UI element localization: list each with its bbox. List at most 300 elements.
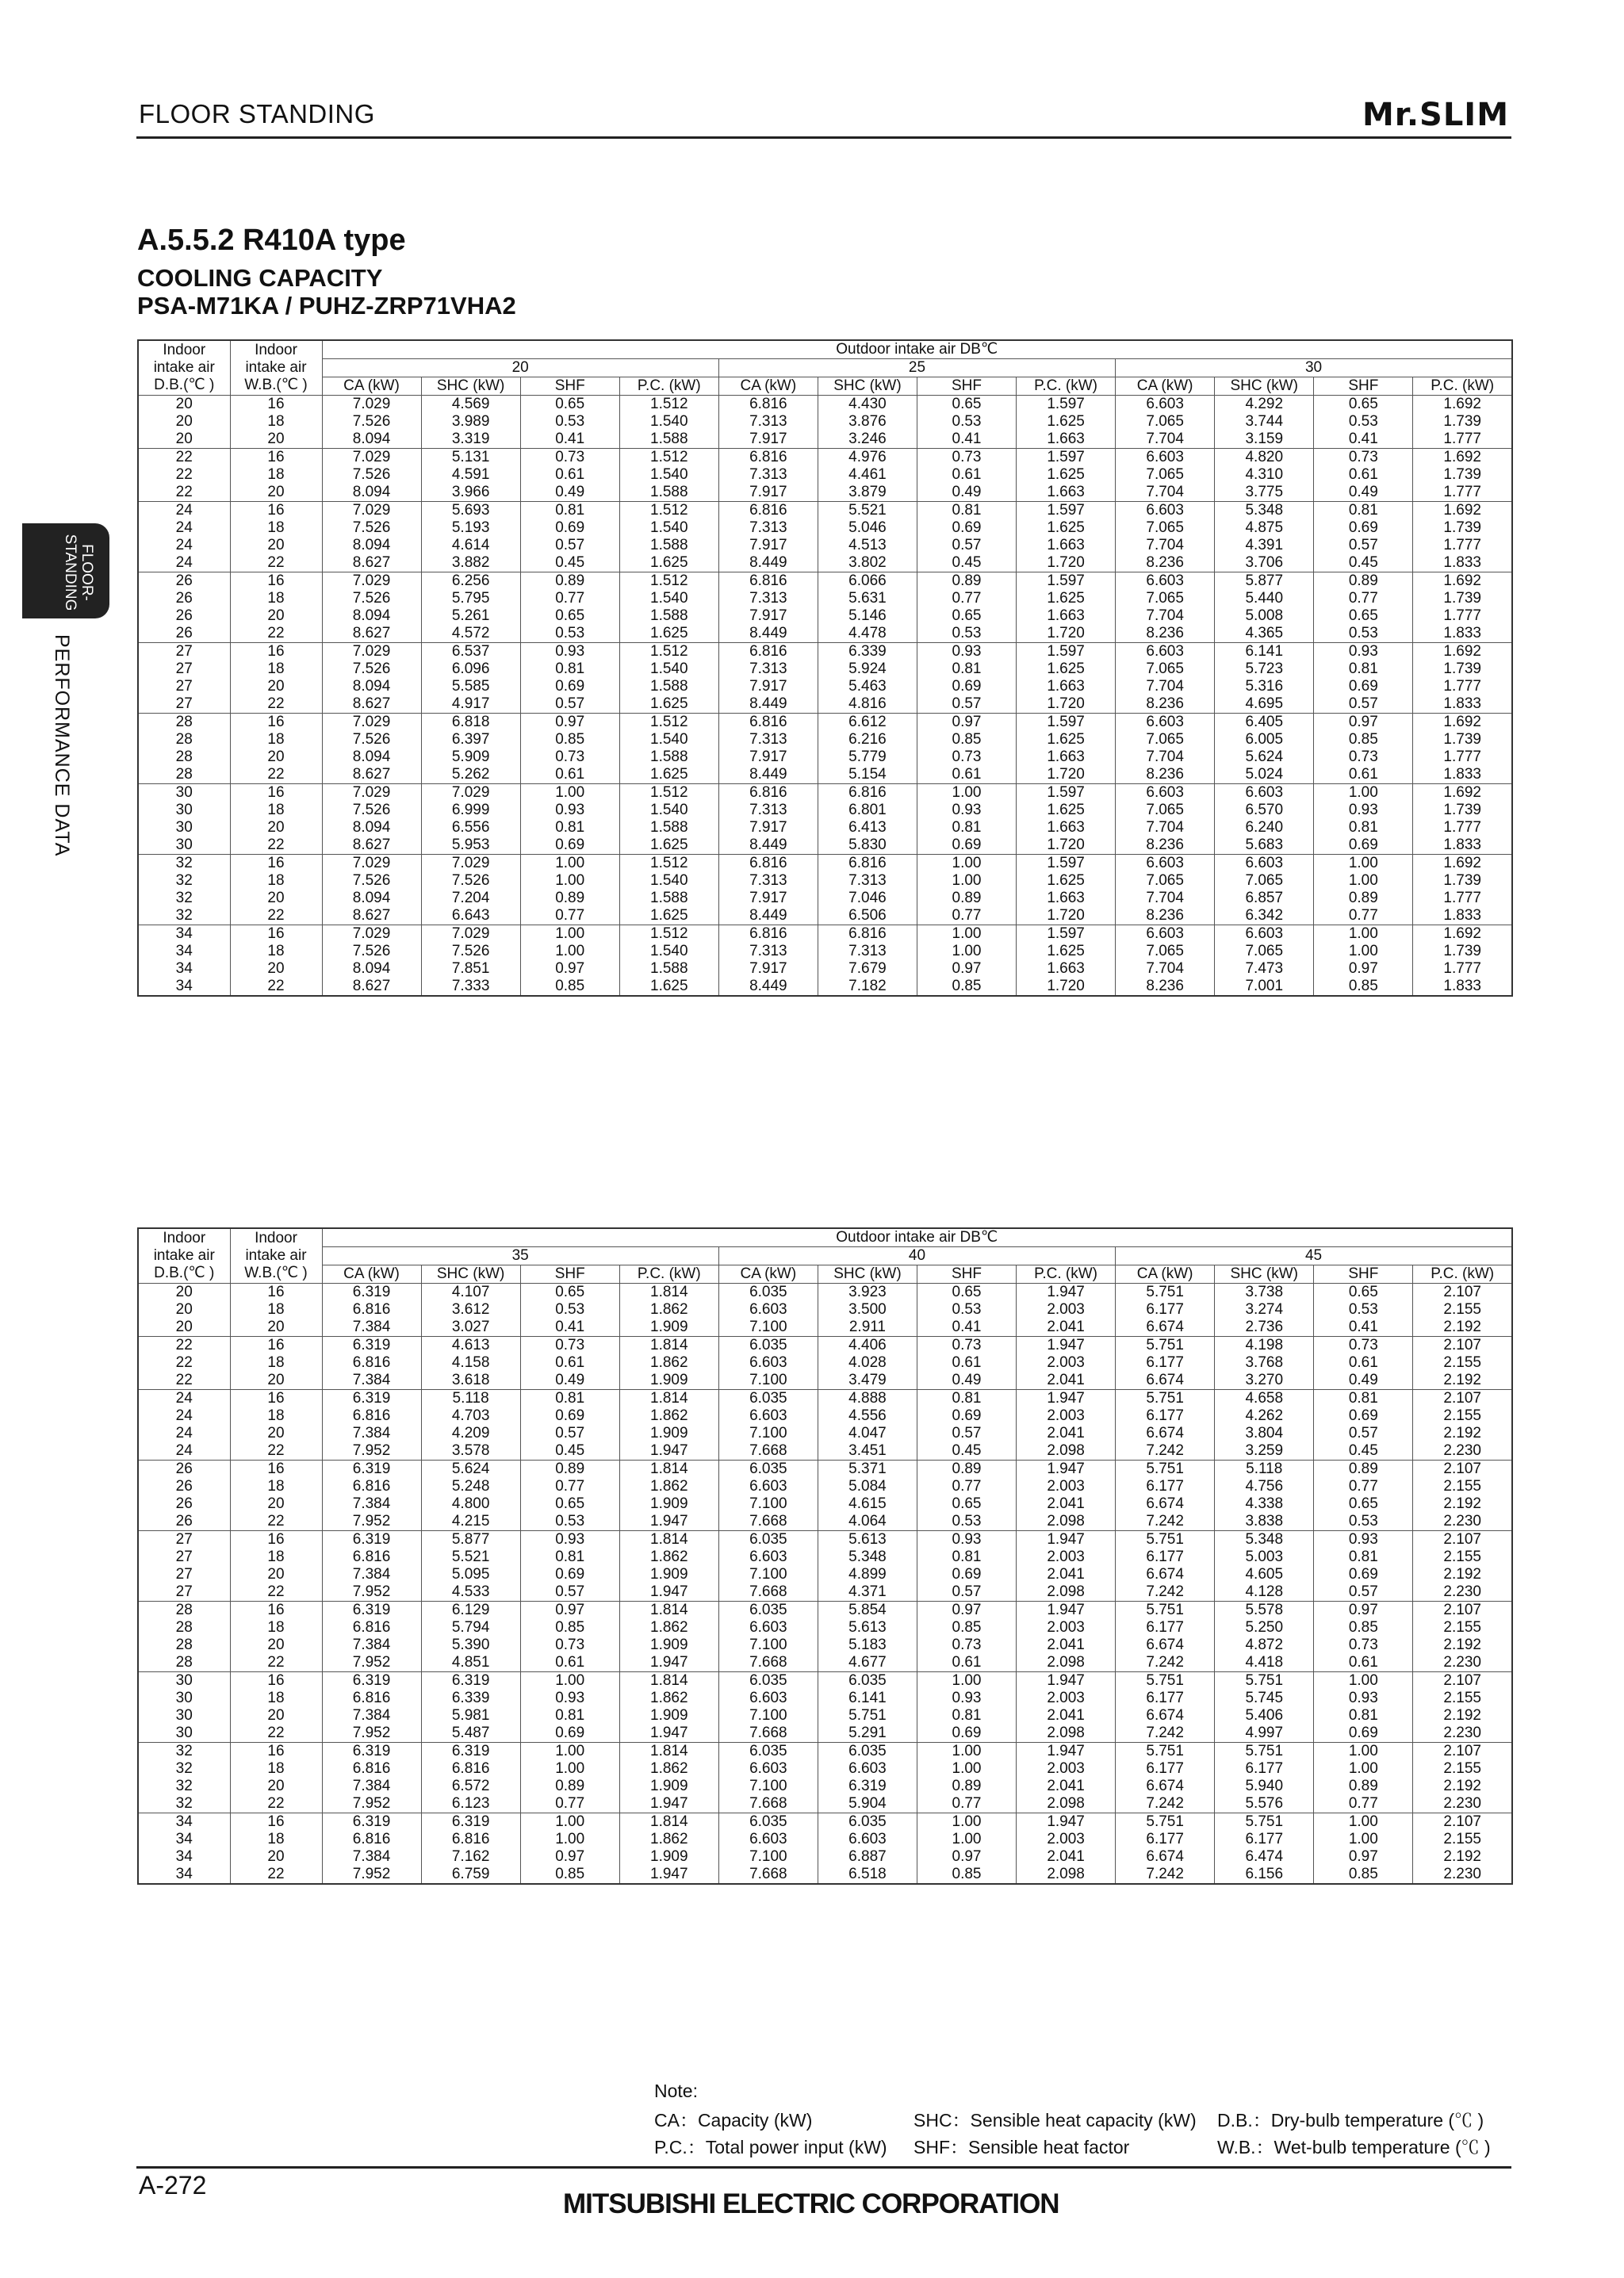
table-cell: 1.540 <box>619 590 718 607</box>
table-cell: 0.77 <box>520 590 619 607</box>
outdoor-temp-header: 25 <box>718 359 1115 377</box>
table-cell: 7.242 <box>1116 1513 1215 1531</box>
table-cell: 0.93 <box>520 802 619 819</box>
table-cell: 8.627 <box>322 695 421 714</box>
table-cell: 0.65 <box>1314 1284 1413 1302</box>
table-cell: 7.029 <box>421 784 520 802</box>
table-cell: 7.065 <box>1215 943 1314 960</box>
table-cell: 7.100 <box>718 1637 818 1654</box>
table-cell: 7.704 <box>1116 960 1215 978</box>
table-cell: 5.008 <box>1215 607 1314 625</box>
table-cell: 5.751 <box>1215 1672 1314 1690</box>
table-cell: 6.413 <box>818 819 917 837</box>
table-cell: 6.156 <box>1215 1866 1314 1884</box>
table-cell: 7.668 <box>718 1866 818 1884</box>
table-cell: 6.674 <box>1116 1319 1215 1337</box>
table-cell: 1.862 <box>619 1301 718 1319</box>
table-cell: 7.242 <box>1116 1795 1215 1813</box>
table-cell: 7.100 <box>718 1707 818 1725</box>
table-cell: 8.449 <box>718 837 818 855</box>
table-cell: 7.384 <box>322 1778 421 1795</box>
indoor-db-header <box>138 340 230 396</box>
table-cell: 6.474 <box>1215 1848 1314 1866</box>
table-cell: 2.192 <box>1413 1495 1512 1513</box>
table-cell: 7.704 <box>1116 484 1215 502</box>
table-cell: 0.73 <box>917 748 1016 766</box>
table-cell: 7.952 <box>322 1654 421 1672</box>
table-cell: 16 <box>230 572 322 591</box>
table-cell: 1.512 <box>619 643 718 661</box>
table-cell: 0.85 <box>917 731 1016 748</box>
table-cell: 1.512 <box>619 784 718 802</box>
table-row <box>138 1848 1512 1866</box>
table-cell: 1.512 <box>619 925 718 944</box>
table-cell: 5.154 <box>818 766 917 784</box>
table-cell: 16 <box>230 1743 322 1761</box>
table-cell: 28 <box>138 731 230 748</box>
table-cell: 0.57 <box>520 537 619 554</box>
table-cell: 0.49 <box>917 1372 1016 1390</box>
column-header: SHF <box>917 1265 1016 1284</box>
table-cell: 0.85 <box>1314 731 1413 748</box>
table-cell: 0.81 <box>917 502 1016 520</box>
table-cell: 6.035 <box>818 1743 917 1761</box>
table-cell: 7.001 <box>1215 978 1314 996</box>
table-cell: 1.909 <box>619 1372 718 1390</box>
table-cell: 5.118 <box>421 1390 520 1408</box>
table-cell: 0.73 <box>520 449 619 467</box>
table-cell: 6.319 <box>322 1672 421 1690</box>
table-cell: 0.69 <box>520 1725 619 1743</box>
table-cell: 1.692 <box>1413 502 1512 520</box>
table-cell: 7.065 <box>1116 466 1215 484</box>
table-cell: 5.751 <box>1116 1337 1215 1355</box>
table-cell: 6.177 <box>1116 1407 1215 1425</box>
table-cell: 0.69 <box>917 837 1016 855</box>
table-cell: 2.003 <box>1017 1549 1116 1566</box>
table-cell: 0.69 <box>520 1566 619 1583</box>
table-cell: 0.65 <box>917 1284 1016 1302</box>
table-cell: 5.316 <box>1215 678 1314 695</box>
table-cell: 4.292 <box>1215 396 1314 414</box>
table-cell: 2.230 <box>1413 1442 1512 1461</box>
table-cell: 3.876 <box>818 413 917 431</box>
table-cell: 1.777 <box>1413 819 1512 837</box>
table-cell: 7.952 <box>322 1583 421 1602</box>
table-cell: 4.064 <box>818 1513 917 1531</box>
table-cell: 24 <box>138 554 230 572</box>
table-cell: 18 <box>230 660 322 678</box>
table-cell: 16 <box>230 855 322 873</box>
table-cell: 2.041 <box>1017 1637 1116 1654</box>
table-cell: 0.97 <box>520 1848 619 1866</box>
table-cell: 5.024 <box>1215 766 1314 784</box>
table-cell: 26 <box>138 590 230 607</box>
table-row <box>138 943 1512 960</box>
table-row <box>138 1407 1512 1425</box>
table-cell: 6.572 <box>421 1778 520 1795</box>
table-cell: 1.862 <box>619 1619 718 1637</box>
note-wb: W.B.：Wet-bulb temperature (℃ ) <box>1217 2137 1491 2157</box>
table-cell: 16 <box>230 1284 322 1302</box>
table-cell: 2.041 <box>1017 1566 1116 1583</box>
table-cell: 6.816 <box>718 449 818 467</box>
table-cell: 7.704 <box>1116 748 1215 766</box>
table-cell: 16 <box>230 1337 322 1355</box>
column-header: P.C. (kW) <box>619 1265 718 1284</box>
table-cell: 8.627 <box>322 625 421 643</box>
table-cell: 30 <box>138 802 230 819</box>
table-row <box>138 1637 1512 1654</box>
table-cell: 2.155 <box>1413 1354 1512 1372</box>
outdoor-temp-header: 40 <box>718 1247 1115 1265</box>
table-cell: 0.89 <box>1314 890 1413 907</box>
table-cell: 6.177 <box>1116 1760 1215 1778</box>
table-cell: 0.77 <box>520 907 619 925</box>
table-cell: 7.065 <box>1116 802 1215 819</box>
table-row <box>138 572 1512 591</box>
table-cell: 0.73 <box>917 1637 1016 1654</box>
column-header: P.C. (kW) <box>1413 1265 1512 1284</box>
table-cell: 18 <box>230 519 322 537</box>
table-cell: 7.242 <box>1116 1442 1215 1461</box>
table-cell: 0.65 <box>520 607 619 625</box>
table-cell: 0.81 <box>520 819 619 837</box>
table-cell: 0.57 <box>917 1425 1016 1442</box>
table-cell: 20 <box>230 1637 322 1654</box>
table-cell: 7.313 <box>818 872 917 890</box>
table-cell: 4.800 <box>421 1495 520 1513</box>
table-cell: 0.97 <box>1314 1848 1413 1866</box>
table-cell: 2.155 <box>1413 1619 1512 1637</box>
table-cell: 0.81 <box>1314 819 1413 837</box>
table-cell: 0.69 <box>917 1407 1016 1425</box>
table-cell: 0.57 <box>520 1583 619 1602</box>
table-cell: 0.97 <box>520 714 619 732</box>
table-cell: 1.833 <box>1413 554 1512 572</box>
table-cell: 1.663 <box>1017 431 1116 449</box>
table-cell: 0.41 <box>1314 431 1413 449</box>
table-cell: 6.177 <box>1215 1831 1314 1848</box>
table-cell: 8.627 <box>322 837 421 855</box>
table-cell: 0.81 <box>1314 1390 1413 1408</box>
table-row <box>138 784 1512 802</box>
table-row <box>138 907 1512 925</box>
table-cell: 7.917 <box>718 748 818 766</box>
header-line: intake air <box>245 359 307 376</box>
outdoor-temp-header: 35 <box>322 1247 718 1265</box>
table-cell: 30 <box>138 1690 230 1707</box>
table-cell: 20 <box>138 1319 230 1337</box>
table-cell: 1.947 <box>619 1513 718 1531</box>
column-header: SHC (kW) <box>1215 377 1314 396</box>
table-cell: 6.066 <box>818 572 917 591</box>
table-row <box>138 1301 1512 1319</box>
table-cell: 16 <box>230 1461 322 1479</box>
table-cell: 6.603 <box>1116 643 1215 661</box>
table-cell: 6.603 <box>818 1760 917 1778</box>
table-cell: 3.923 <box>818 1284 917 1302</box>
table-cell: 7.704 <box>1116 431 1215 449</box>
table-cell: 5.751 <box>1116 1743 1215 1761</box>
table-cell: 0.61 <box>917 1354 1016 1372</box>
table-cell: 7.952 <box>322 1513 421 1531</box>
table-cell: 0.69 <box>520 837 619 855</box>
table-cell: 18 <box>230 1619 322 1637</box>
table-cell: 4.338 <box>1215 1495 1314 1513</box>
table-cell: 1.625 <box>1017 413 1116 431</box>
table-cell: 6.816 <box>718 643 818 661</box>
table-cell: 6.141 <box>1215 643 1314 661</box>
table-cell: 0.65 <box>1314 607 1413 625</box>
table-cell: 20 <box>230 1495 322 1513</box>
table-cell: 0.53 <box>917 625 1016 643</box>
table-cell: 7.952 <box>322 1795 421 1813</box>
table-cell: 0.77 <box>520 1795 619 1813</box>
table-cell: 7.313 <box>718 466 818 484</box>
table-cell: 8.236 <box>1116 837 1215 855</box>
table-cell: 6.816 <box>322 1549 421 1566</box>
table-cell: 0.45 <box>520 1442 619 1461</box>
table-row <box>138 1831 1512 1848</box>
table-cell: 6.035 <box>718 1461 818 1479</box>
table-cell: 0.93 <box>520 1531 619 1549</box>
table-cell: 20 <box>230 1425 322 1442</box>
note-shf: SHF：Sensible heat factor <box>914 2137 1130 2157</box>
table-row <box>138 1478 1512 1495</box>
table-cell: 6.035 <box>718 1337 818 1355</box>
table-cell: 22 <box>230 625 322 643</box>
table-cell: 0.69 <box>917 1725 1016 1743</box>
table-cell: 5.854 <box>818 1602 917 1620</box>
table-cell: 1.597 <box>1017 643 1116 661</box>
table-cell: 7.204 <box>421 890 520 907</box>
table-cell: 22 <box>230 1513 322 1531</box>
table-cell: 6.603 <box>718 1478 818 1495</box>
table-cell: 7.526 <box>322 943 421 960</box>
table-cell: 4.695 <box>1215 695 1314 714</box>
table-cell: 6.141 <box>818 1690 917 1707</box>
table-cell: 5.248 <box>421 1478 520 1495</box>
table-cell: 2.230 <box>1413 1795 1512 1813</box>
table-cell: 6.177 <box>1215 1760 1314 1778</box>
table-cell: 18 <box>230 1354 322 1372</box>
table-cell: 6.177 <box>1116 1619 1215 1637</box>
table-cell: 0.81 <box>520 502 619 520</box>
table-cell: 0.85 <box>520 1866 619 1884</box>
table-cell: 1.00 <box>520 1743 619 1761</box>
table-cell: 6.816 <box>322 1619 421 1637</box>
table-cell: 0.81 <box>1314 1549 1413 1566</box>
table-cell: 0.57 <box>1314 537 1413 554</box>
table-cell: 1.663 <box>1017 537 1116 554</box>
table-cell: 0.77 <box>1314 590 1413 607</box>
table-cell: 1.597 <box>1017 855 1116 873</box>
column-header: P.C. (kW) <box>1017 377 1116 396</box>
table-cell: 7.029 <box>322 784 421 802</box>
table-cell: 0.69 <box>1314 1566 1413 1583</box>
table-cell: 2.107 <box>1413 1672 1512 1690</box>
table-cell: 4.209 <box>421 1425 520 1442</box>
table-cell: 1.588 <box>619 748 718 766</box>
table-cell: 2.003 <box>1017 1760 1116 1778</box>
table-cell: 7.313 <box>718 413 818 431</box>
table-cell: 0.77 <box>917 1478 1016 1495</box>
table-cell: 1.00 <box>520 872 619 890</box>
table-cell: 1.909 <box>619 1425 718 1442</box>
table-cell: 6.674 <box>1116 1372 1215 1390</box>
table-cell: 20 <box>230 1372 322 1390</box>
table-cell: 0.77 <box>917 907 1016 925</box>
table-cell: 22 <box>138 449 230 467</box>
table-cell: 0.97 <box>520 1602 619 1620</box>
table-cell: 20 <box>138 1301 230 1319</box>
table-cell: 7.065 <box>1116 413 1215 431</box>
table-cell: 4.917 <box>421 695 520 714</box>
table-cell: 0.77 <box>520 1478 619 1495</box>
table-cell: 34 <box>138 960 230 978</box>
table-cell: 0.81 <box>917 1390 1016 1408</box>
table-cell: 1.00 <box>917 925 1016 944</box>
table-cell: 7.917 <box>718 890 818 907</box>
table-cell: 5.751 <box>1116 1390 1215 1408</box>
table-cell: 1.625 <box>1017 943 1116 960</box>
table-cell: 0.81 <box>520 660 619 678</box>
table-row <box>138 607 1512 625</box>
table-cell: 6.816 <box>322 1690 421 1707</box>
table-cell: 4.128 <box>1215 1583 1314 1602</box>
table-cell: 6.035 <box>718 1672 818 1690</box>
column-header: SHF <box>1314 1265 1413 1284</box>
table-cell: 1.00 <box>917 1743 1016 1761</box>
table-cell: 8.236 <box>1116 625 1215 643</box>
table-row <box>138 643 1512 661</box>
table-cell: 0.57 <box>1314 1583 1413 1602</box>
table-cell: 6.674 <box>1116 1425 1215 1442</box>
table-cell: 30 <box>138 1707 230 1725</box>
table-cell: 6.035 <box>718 1390 818 1408</box>
table-cell: 1.814 <box>619 1813 718 1832</box>
table-cell: 4.430 <box>818 396 917 414</box>
table-cell: 5.904 <box>818 1795 917 1813</box>
table-cell: 7.313 <box>718 872 818 890</box>
table-cell: 7.526 <box>322 519 421 537</box>
table-cell: 1.588 <box>619 960 718 978</box>
table-cell: 8.094 <box>322 537 421 554</box>
table-cell: 0.69 <box>520 519 619 537</box>
table-cell: 2.107 <box>1413 1284 1512 1302</box>
table-cell: 5.909 <box>421 748 520 766</box>
table-cell: 6.319 <box>322 1461 421 1479</box>
table-cell: 7.917 <box>718 484 818 502</box>
section-subtitle: COOLING CAPACITY <box>137 264 383 292</box>
table-cell: 0.61 <box>1314 1354 1413 1372</box>
table-cell: 18 <box>230 1301 322 1319</box>
table-cell: 4.872 <box>1215 1637 1314 1654</box>
table-cell: 3.259 <box>1215 1442 1314 1461</box>
table-cell: 0.77 <box>917 1795 1016 1813</box>
table-cell: 7.917 <box>718 607 818 625</box>
table-cell: 1.00 <box>520 855 619 873</box>
table-cell: 6.035 <box>718 1602 818 1620</box>
table-cell: 2.911 <box>818 1319 917 1337</box>
table-cell: 0.61 <box>917 466 1016 484</box>
table-cell: 20 <box>230 748 322 766</box>
header-line: intake air <box>153 359 215 376</box>
table-cell: 1.909 <box>619 1778 718 1795</box>
table-cell: 0.81 <box>917 1549 1016 1566</box>
table-cell: 1.833 <box>1413 695 1512 714</box>
table-cell: 27 <box>138 1549 230 1566</box>
table-cell: 3.744 <box>1215 413 1314 431</box>
table-cell: 16 <box>230 1813 322 1832</box>
table-cell: 6.816 <box>718 502 818 520</box>
table-cell: 16 <box>230 714 322 732</box>
table-row <box>138 837 1512 855</box>
table-cell: 6.603 <box>1116 925 1215 944</box>
table-cell: 6.603 <box>818 1831 917 1848</box>
table-cell: 7.668 <box>718 1654 818 1672</box>
table-row <box>138 1513 1512 1531</box>
table-cell: 0.73 <box>917 449 1016 467</box>
table-cell: 4.614 <box>421 537 520 554</box>
table-cell: 1.739 <box>1413 802 1512 819</box>
table-cell: 5.250 <box>1215 1619 1314 1637</box>
table-cell: 32 <box>138 872 230 890</box>
table-cell: 6.816 <box>718 784 818 802</box>
table-cell: 7.704 <box>1116 890 1215 907</box>
table-cell: 1.597 <box>1017 502 1116 520</box>
table-cell: 1.00 <box>917 1813 1016 1832</box>
column-header: CA (kW) <box>322 1265 421 1284</box>
table-cell: 0.89 <box>917 1461 1016 1479</box>
table-cell: 0.61 <box>1314 466 1413 484</box>
table-cell: 5.751 <box>1116 1602 1215 1620</box>
table-cell: 3.578 <box>421 1442 520 1461</box>
table-cell: 0.73 <box>917 1337 1016 1355</box>
table-cell: 6.818 <box>421 714 520 732</box>
table-cell: 0.97 <box>917 960 1016 978</box>
table-cell: 7.162 <box>421 1848 520 1866</box>
header-line: W.B.(℃ ) <box>244 1265 308 1281</box>
table-cell: 1.00 <box>917 784 1016 802</box>
table-cell: 8.449 <box>718 907 818 925</box>
table-cell: 0.53 <box>917 1513 1016 1531</box>
table-cell: 0.93 <box>1314 802 1413 819</box>
table-cell: 4.461 <box>818 466 917 484</box>
table-cell: 1.814 <box>619 1743 718 1761</box>
table-cell: 4.997 <box>1215 1725 1314 1743</box>
table-cell: 4.976 <box>818 449 917 467</box>
table-row <box>138 396 1512 414</box>
table-cell: 4.158 <box>421 1354 520 1372</box>
table-cell: 28 <box>138 1637 230 1654</box>
column-header: SHF <box>917 377 1016 396</box>
table-cell: 2.192 <box>1413 1566 1512 1583</box>
table-cell: 0.93 <box>520 1690 619 1707</box>
header-divider <box>136 136 1511 139</box>
table-cell: 2.098 <box>1017 1513 1116 1531</box>
table-cell: 0.65 <box>917 607 1016 625</box>
table-cell: 6.177 <box>1116 1478 1215 1495</box>
table-cell: 4.875 <box>1215 519 1314 537</box>
table-row <box>138 431 1512 449</box>
table-cell: 0.89 <box>520 890 619 907</box>
table-row <box>138 731 1512 748</box>
table-cell: 5.463 <box>818 678 917 695</box>
table-cell: 7.668 <box>718 1583 818 1602</box>
table-cell: 22 <box>138 466 230 484</box>
